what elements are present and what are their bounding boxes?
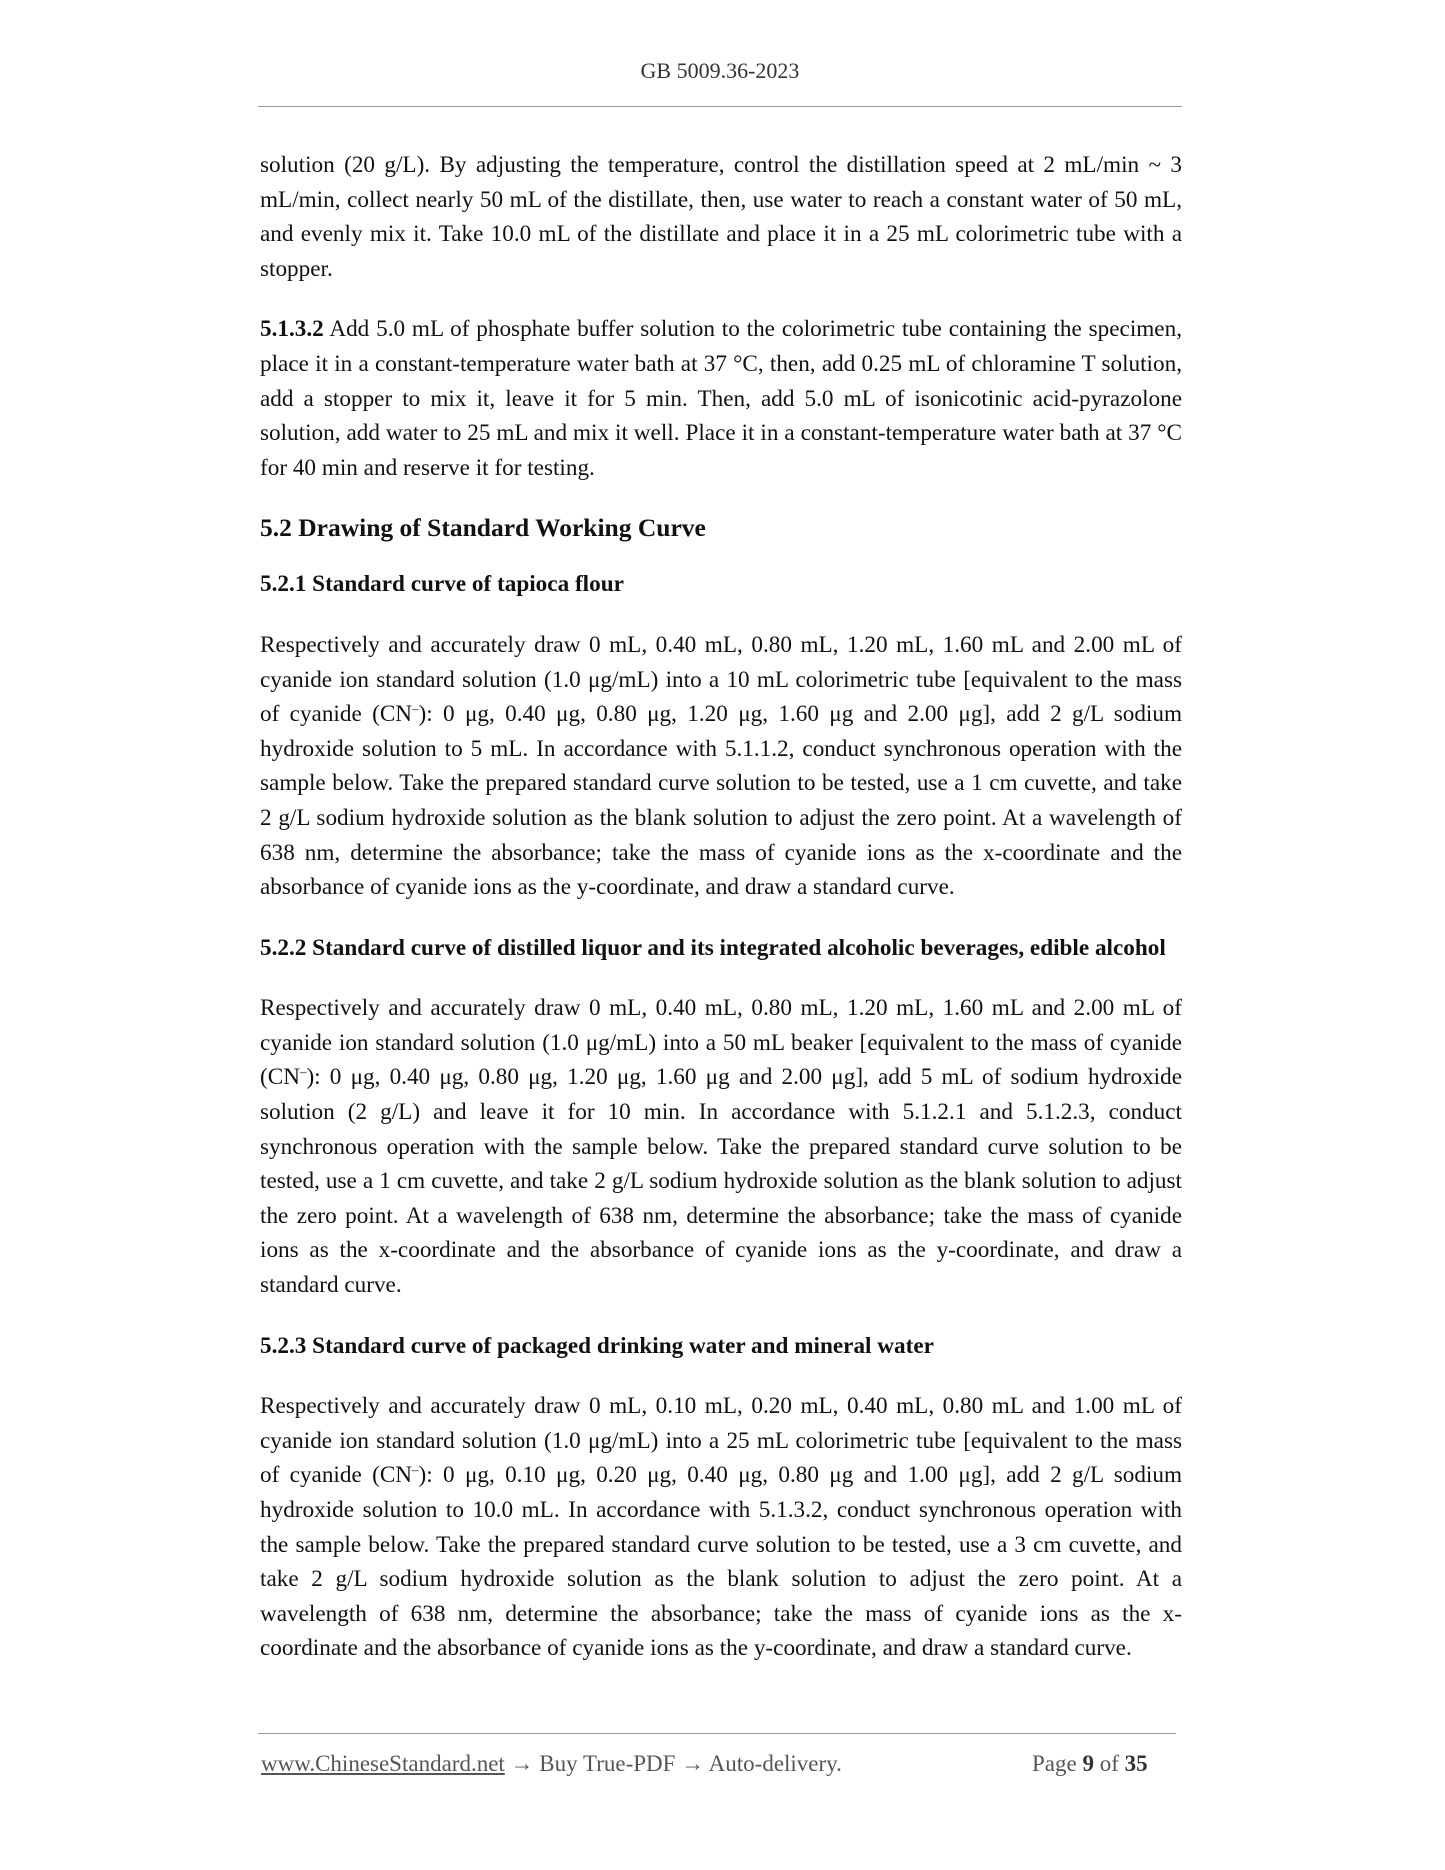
text-part: Respectively and accurately draw 0 mL, 0.40 mL, 0.80 mL, 1.20 mL, 1.60 mL and 2.00 mL of cyanide ion standard solution (1.0 μg/mL) into a 10 mL colorimetric tube [equivalent to the mass of cyanide (CN (260, 631, 1182, 728)
page-indicator (1032, 1751, 1148, 1777)
document-body (260, 148, 1182, 1666)
text-part: ): 0 μg, 0.10 μg, 0.20 μg, 0.40 μg, 0.80 μg and 1.00 μg], add 2 g/L sodium hydroxide solution to 10.0 mL. In accordance with 5.1.3.2, conduct synchronous operation with the sample below. Take the prepared standard curve solution to be tested, use a 3 cm cuvette, and take 2 g/L sodium hydroxide solution as the blank solution to adjust the zero point. At a wavelength of 638 nm, determine the absorbance; take the mass of cyanide ions as the x-coordinate and the absorbance of cyanide ions as the y-coordinate, and draw a standard curve. (260, 1462, 1182, 1662)
website-link[interactable]: www.ChineseStandard.net (261, 1751, 505, 1776)
text-part: ): 0 μg, 0.40 μg, 0.80 μg, 1.20 μg, 1.60 μg and 2.00 μg], add 2 g/L sodium hydroxide solution to 5 mL. In accordance with 5.1.1.2, conduct synchronous operation with the sample below. Take the prepared standard curve solution to be tested, use a 1 cm cuvette, and take 2 g/L sodium hydroxide solution as the blank solution to adjust the zero point. At a wavelength of 638 nm, determine the absorbance; take the mass of cyanide ions as the x-coordinate and the absorbance of cyanide ions as the y-coordinate, and draw a standard curve. (260, 701, 1182, 901)
footer-promo (261, 1751, 842, 1777)
current-page: 9 (1082, 1751, 1094, 1776)
section-heading-5-2: 5.2 Drawing of Standard Working Curve (260, 513, 706, 543)
paragraph-5-1-3-2 (260, 312, 1182, 485)
superscript-minus: – (299, 1064, 307, 1080)
paragraph-5-2-1 (260, 628, 1182, 905)
subsection-heading-5-2-1: 5.2.1 Standard curve of tapioca flour (260, 571, 624, 598)
clause-number: 5.1.3.2 (260, 316, 324, 343)
page-header: GB 5009.36-2023 (640, 58, 800, 83)
text-part: Respectively and accurately draw 0 mL, 0.10 mL, 0.20 mL, 0.40 mL, 0.80 mL and 1.00 mL of cyanide ion standard solution (1.0 μg/mL) into a 25 mL colorimetric tube [equivalent to the mass of cyanide (CN (260, 1393, 1182, 1489)
footer-divider (258, 1733, 1176, 1734)
footer-promo-text: → Buy True-PDF → Auto-delivery. (504, 1751, 842, 1776)
superscript-minus: – (412, 1462, 419, 1478)
subsection-heading-5-2-3: 5.2.3 Standard curve of packaged drinking water and mineral water (260, 1332, 934, 1359)
total-pages: 35 (1124, 1751, 1148, 1776)
of-word: of (1099, 1751, 1119, 1776)
page-word: Page (1032, 1751, 1077, 1776)
paragraph-distillation: solution (20 g/L). By adjusting the temperature, control the distillation speed at 2 mL/min ~ 3 mL/min, collect nearly 50 mL of the distillate, then, use water to reach a constant water of 50 mL, and evenly mix it. Take 10.0 mL of the distillate and place it in a 25 mL colorimetric tube with a stopper. (260, 152, 1182, 282)
header-divider (258, 106, 1182, 107)
text-part: Respectively and accurately draw 0 mL, 0.40 mL, 0.80 mL, 1.20 mL, 1.60 mL and 2.00 mL of cyanide ion standard solution (1.0 μg/mL) into a 50 mL beaker [equivalent to the mass of cyanide (CN (260, 995, 1182, 1091)
superscript-minus: – (412, 701, 419, 717)
paragraph-5-2-3 (260, 1389, 1182, 1666)
text-part: ): 0 μg, 0.40 μg, 0.80 μg, 1.20 μg, 1.60 μg and 2.00 μg], add 5 mL of sodium hydroxide solution (2 g/L) and leave it for 10 min. In accordance with 5.1.2.1 and 5.1.2.3, conduct synchronous operation with the sample below. Take the prepared standard curve solution to be tested, use a 1 cm cuvette, and take 2 g/L sodium hydroxide solution as the blank solution to adjust the zero point. At a wavelength of 638 nm, determine the absorbance; take the mass of cyanide ions as the x-coordinate and the absorbance of cyanide ions as the y-coordinate, and draw a standard curve. (260, 1064, 1182, 1299)
paragraph-5-2-2 (260, 991, 1182, 1302)
subsection-heading-5-2-2: 5.2.2 Standard curve of distilled liquor and its integrated alcoholic beverages, edible alcohol (260, 934, 1166, 961)
clause-text: Add 5.0 mL of phosphate buffer solution to the colorimetric tube containing the specimen, place it in a constant-temperature water bath at 37 °C, then, add 0.25 mL of chloramine T solution, add a stopper to mix it, leave it for 5 min. Then, add 5.0 mL of isonicotinic acid-pyrazolone solution, add water to 25 mL and mix it well. Place it in a constant-temperature water bath at 37 °C for 40 min and reserve it for testing. (260, 316, 1182, 481)
